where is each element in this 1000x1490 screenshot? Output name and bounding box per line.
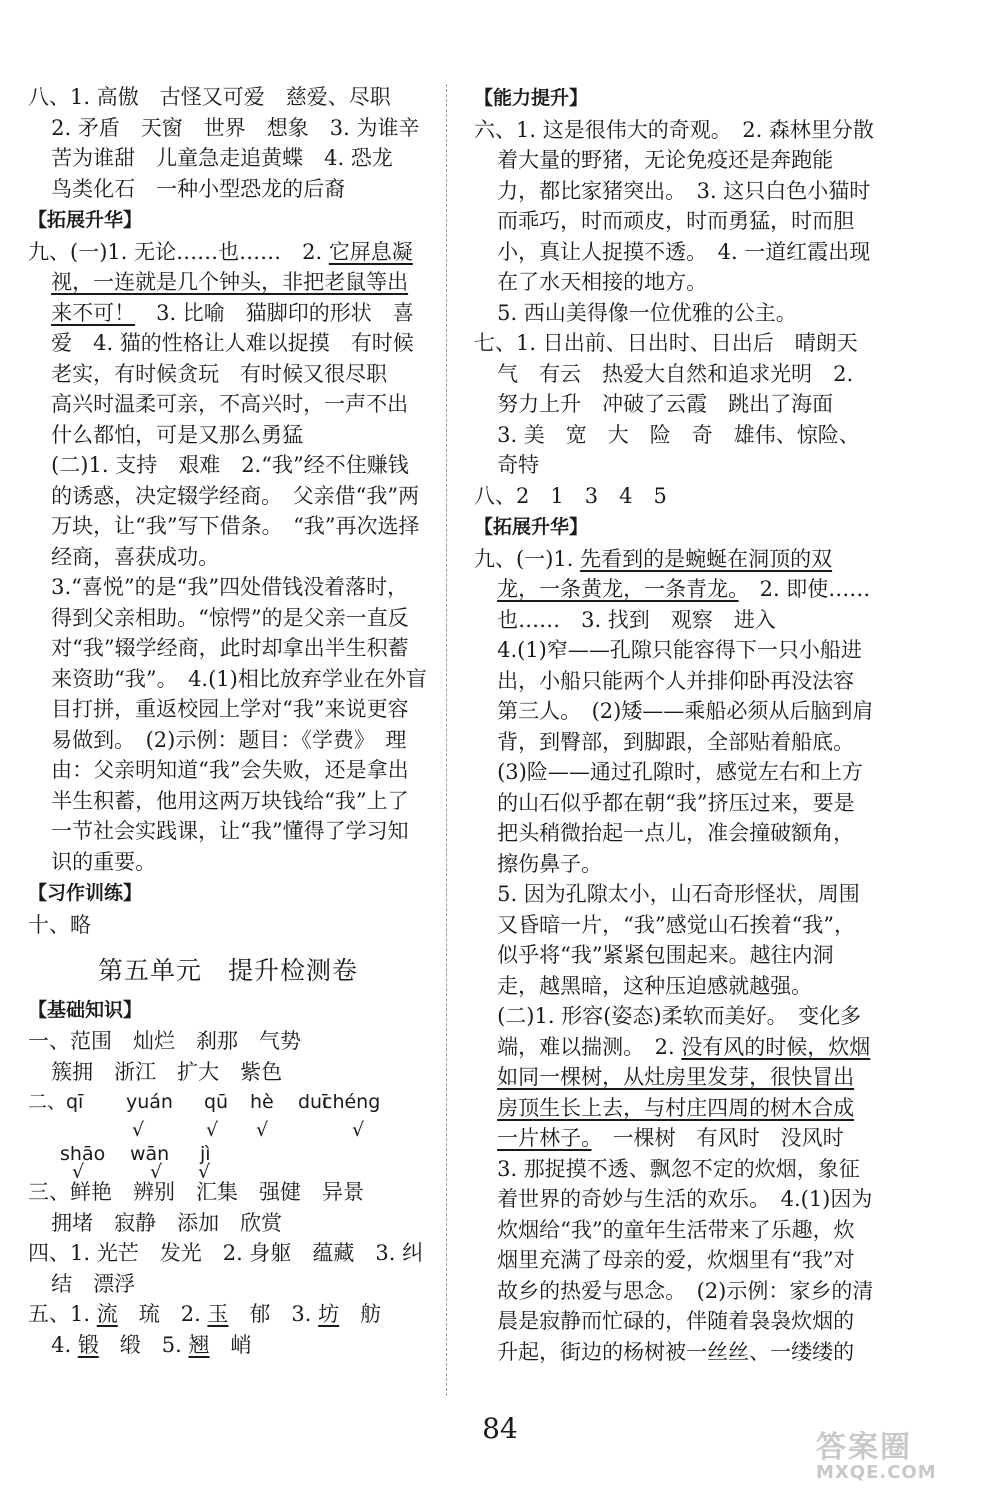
answer-8: 八、2 1 3 4 5 bbox=[474, 483, 667, 508]
answer-5-underlined: 流 bbox=[96, 1302, 118, 1326]
pinyin-item: jì bbox=[200, 1143, 211, 1165]
answer-5-text: 峭 bbox=[209, 1332, 252, 1357]
answer-9-text: 一棵树 有风时 没风时 3. 那捉摸不透、飘忽不定的炊烟，象征着世界的奇妙与生活的欢乐。 4.(1)因为炊烟给“我”的童年生活带来了乐趣，炊烟里充满了母亲的爱，炊烟里有“我”对故乡的热爱与思念。 (2)示例：家乡的清晨是寂静而忙碌的，伴随着袅袅炊烟的升起，街边的杨树被一丝丝、一缕缕的 bbox=[497, 1126, 874, 1364]
answer-5-text: 4. bbox=[51, 1332, 78, 1357]
answer-9-part2-cont: 3.“喜悦”的是“我”四处借钱没着落时，得到父亲相助。“惊愕”的是父亲一直反对“我”辍学经商，此时却拿出半生积蓄来资助“我”。 4.(1)相比放弃学业在外盲目打拼，重返校园上学对“我”来说更容易做到。 (2)示例：题目：《学费》 理由：父亲明知道“我”会失败，还是拿出半生积蓄，他用这两万块钱给“我”上了一节社会实践课，让“我”懂得了学习知识的重要。 bbox=[51, 575, 427, 874]
answer-5-underlined: 翘 bbox=[188, 1332, 210, 1357]
answer-5-text: 五、1. bbox=[28, 1302, 97, 1326]
check-mark-icon: √ bbox=[352, 1119, 365, 1141]
pinyin-item: chéng bbox=[322, 1091, 381, 1113]
pinyin-item: qū bbox=[204, 1091, 229, 1113]
check-mark-icon: √ bbox=[256, 1119, 269, 1141]
answer-5-underlined: 玉 bbox=[207, 1302, 229, 1326]
answer-5-line2 bbox=[28, 1330, 428, 1361]
pinyin-item: yuán bbox=[126, 1091, 173, 1113]
answer-9-part1 bbox=[474, 544, 874, 636]
unit-title: 第五单元 提升检测卷 bbox=[97, 956, 358, 985]
watermark-main: 答案圈 bbox=[816, 1430, 912, 1465]
answer-4: 四、1. 光芒 发光 2. 身躯 蕴藏 3. 纠结 漂浮 bbox=[28, 1241, 424, 1296]
answer-5-line1 bbox=[28, 1299, 428, 1330]
answer-9-underlined: 先看到的是蜿蜒在洞顶的双龙，一条黄龙，一条青龙。 bbox=[497, 546, 833, 601]
answer-5-text: 琉 2. bbox=[117, 1302, 208, 1326]
answer-2-row1 bbox=[28, 1087, 428, 1125]
check-mark-icon: √ bbox=[150, 1161, 163, 1183]
answer-2-prefix: 二、 bbox=[28, 1091, 67, 1113]
answer-9-item4: 4.(1)窄——孔隙只能容得下一只小船进出，小船只能两个人并排仰卧再没法容第三人。 (2)矮——乘船必须从后脑到肩背，到臀部，到脚跟，全部贴着船底。 (3)险——通过孔隙时，感觉左右和上方的山石似乎都在朝“我”挤压过来，要是把头稍微抬起一点儿，准会撞破额角，擦伤鼻子。 bbox=[497, 638, 874, 876]
answer-9-underlined: 没有风的时候，炊烟如同一棵树，从灶房里发芽，很快冒出房顶生长上去，与村庄四周的树木合成一片林子。 bbox=[497, 1034, 871, 1150]
answer-3-line1: 三、鲜艳 辨别 汇集 强健 异景 bbox=[28, 1180, 364, 1204]
answer-1-line1: 一、范围 灿烂 刹那 气势 bbox=[28, 1029, 301, 1053]
answer-3-line2: 拥堵 寂静 添加 欣赏 bbox=[51, 1210, 283, 1235]
watermark-sub: MXQE.COM bbox=[816, 1462, 937, 1483]
answer-9-text: (二)1. 形容(姿态)柔软而美好。 变化多端，难以揣测。 2. bbox=[497, 1004, 862, 1059]
answer-2-row2 bbox=[28, 1119, 428, 1183]
left-column bbox=[28, 82, 428, 1360]
answer-9-item5: 5. 因为孔隙太小，山石奇形怪状，周围又昏暗一片，“我”感觉山石挨着“我”，似乎将“我”紧紧包围起来。越往内洞走，越黑暗，这种压迫感就越强。 bbox=[497, 882, 860, 998]
answer-9-part1-post: 3. 比喻 猫脚印的形状 喜爱 4. 猫的性格让人难以捉摸 有时候老实，有时候贪玩 有时候又很尽职 高兴时温柔可亲，不高兴时，一声不出 什么都怕，可是又那么勇猛 bbox=[51, 300, 430, 447]
answer-5-text: 郁 3. bbox=[228, 1302, 319, 1326]
answer-5-text: 缎 5. bbox=[98, 1332, 189, 1357]
check-mark-icon: √ bbox=[132, 1119, 145, 1141]
section-header-tuozhan: 【拓展升华】 bbox=[474, 516, 589, 538]
pinyin-item: wān bbox=[130, 1143, 170, 1165]
answer-9-underlined: 它屏息凝视，一连就是几个钟头，非把老鼠等出来不可！ bbox=[51, 239, 413, 325]
answer-8-line2: 2. 矛盾 天窗 世界 想象 3. 为谁辛苦为谁甜 儿童急走追黄蝶 4. 恐龙 鸟类化石 一种小型恐龙的后裔 bbox=[51, 115, 420, 201]
answer-1-line2: 簇拥 浙江 扩大 紫色 bbox=[51, 1059, 283, 1084]
answer-9-part1 bbox=[28, 237, 428, 451]
column-divider bbox=[446, 84, 447, 1396]
page-number: 84 bbox=[482, 1412, 518, 1445]
right-column bbox=[474, 82, 874, 1367]
answer-9-text: 2. 即使……也…… 3. 找到 观察 进入 bbox=[497, 577, 871, 632]
check-mark-icon: √ bbox=[206, 1119, 219, 1141]
pinyin-item: shāo bbox=[60, 1143, 106, 1165]
check-mark-icon: √ bbox=[198, 1161, 211, 1183]
section-header-tuozhan: 【拓展升华】 bbox=[28, 209, 143, 231]
pinyin-item: hè bbox=[250, 1091, 274, 1113]
answer-9-part1-pre: 九、(一)1. 无论……也…… 2. bbox=[28, 239, 329, 264]
answer-10: 十、略 bbox=[28, 912, 91, 937]
answer-8-line1: 八、1. 高傲 古怪又可爱 慈爱、尽职 bbox=[28, 85, 391, 109]
section-header-nengli: 【能力提升】 bbox=[474, 87, 589, 109]
section-header-xizuo: 【习作训练】 bbox=[28, 882, 143, 904]
pinyin-item: duī bbox=[298, 1091, 328, 1113]
answer-5-text: 舫 bbox=[339, 1302, 382, 1326]
section-header-jichu: 【基础知识】 bbox=[28, 998, 143, 1021]
answer-6: 六、1. 这是很伟大的奇观。 2. 森林里分散着大量的野猪，无论免疫还是奔跑能力，都比家猪突出。 3. 这只白色小猫时而乖巧，时而顽皮，时而勇猛，时而胆小，真让人捉摸不透。 4. 一道红霞出现在了水天相接的地方。 bbox=[474, 117, 874, 294]
answer-5-underlined: 锻 bbox=[77, 1332, 99, 1357]
watermark-logo bbox=[816, 1422, 986, 1482]
answer-5-underlined: 坊 bbox=[318, 1302, 340, 1326]
answer-9-part2: (二)1. 支持 艰难 2.“我”经不住赚钱的诱惑，决定辍学经商。 父亲借“我”两万块，让“我”写下借条。 “我”再次选择经商，喜获成功。 bbox=[51, 453, 420, 569]
answer-9-text: 九、(一)1. bbox=[474, 546, 581, 571]
answer-7: 七、1. 日出前、日出时、日出后 晴朗天气 有云 热爱大自然和追求光明 2. 努力上升 冲破了云霞 跳出了海面 3. 美 宽 大 险 奇 雄伟、惊险、奇特 bbox=[474, 331, 860, 477]
pinyin-item: qī bbox=[66, 1091, 84, 1113]
answer-6-item5: 5. 西山美得像一位优雅的公主。 bbox=[497, 300, 797, 325]
check-mark-icon: √ bbox=[72, 1161, 85, 1183]
answer-9-part2 bbox=[474, 1001, 874, 1367]
